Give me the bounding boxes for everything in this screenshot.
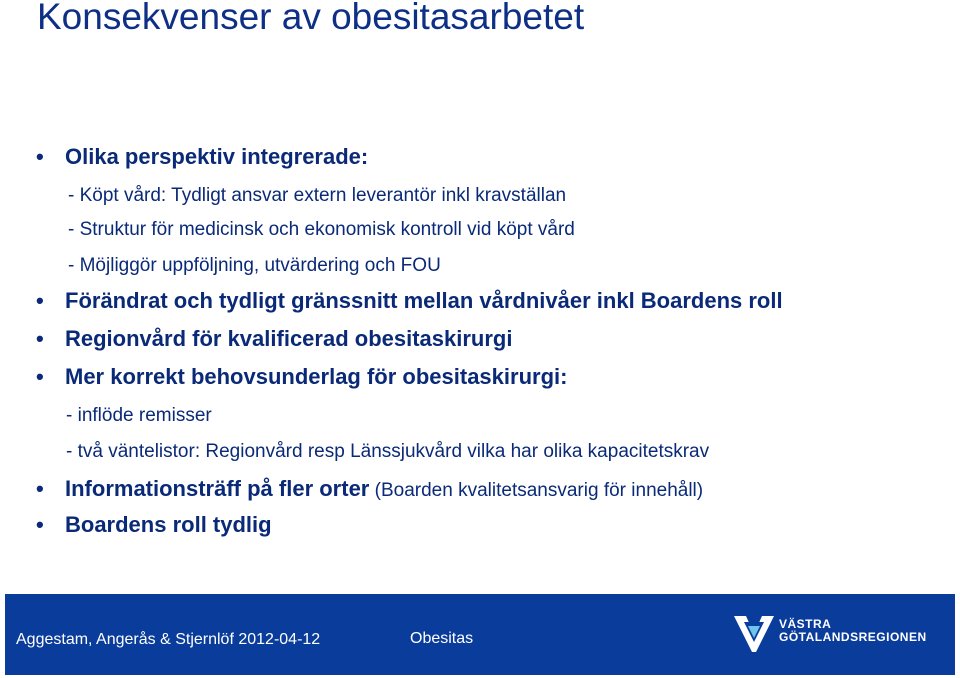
page-title: Konsekvenser av obesitasarbetet xyxy=(37,0,585,37)
bullet-glyph: • xyxy=(36,512,44,537)
bullet-glyph: • xyxy=(36,326,44,351)
logo-text-line2: GÖTALANDSREGIONEN xyxy=(779,630,927,644)
bullet-suffix: (Boarden kvalitetsansvarig för innehåll) xyxy=(369,480,704,501)
footer-bar xyxy=(5,594,955,675)
bullet-text: Olika perspektiv integrerade: xyxy=(65,144,369,169)
bullet-item xyxy=(36,364,568,389)
logo-text-line1: VÄSTRA xyxy=(779,617,832,631)
bullet-item xyxy=(36,476,704,501)
bullet-text: Regionvård för kvalificerad obesitaskirurgi xyxy=(65,326,513,351)
sub-item: - Möjliggör uppföljning, utvärdering och FOU xyxy=(68,255,441,276)
bullet-glyph: • xyxy=(36,364,44,389)
bullet-text: Boardens roll tydlig xyxy=(65,512,272,537)
sub-item: - Köpt vård: Tydligt ansvar extern leverantör inkl kravställan xyxy=(68,185,567,206)
bullet-item xyxy=(36,326,513,351)
footer-topic: Obesitas xyxy=(410,630,474,647)
bullet-glyph: • xyxy=(36,144,44,169)
sub-item: - två väntelistor: Regionvård resp Länssjukvård vilka har olika kapacitetskrav xyxy=(66,441,710,462)
bullet-text: Mer korrekt behovsunderlag för obesitaskirurgi: xyxy=(65,364,568,389)
footer-authors: Aggestam, Angerås & Stjernlöf 2012-04-12 xyxy=(16,631,321,648)
sub-item: - Struktur för medicinsk och ekonomisk kontroll vid köpt vård xyxy=(68,219,575,240)
vastra-gotalandsregionen-logo-icon xyxy=(732,612,776,654)
bullet-glyph: • xyxy=(36,476,44,501)
bullet-text: Informationsträff på fler orter xyxy=(65,476,370,501)
bullet-item xyxy=(36,144,369,169)
bullet-text: Förändrat och tydligt gränssnitt mellan vårdnivåer inkl Boardens roll xyxy=(65,288,783,313)
sub-item: - inflöde remisser xyxy=(66,405,212,426)
bullet-item xyxy=(36,288,783,313)
bullet-glyph: • xyxy=(36,288,44,313)
bullet-item xyxy=(36,512,272,537)
